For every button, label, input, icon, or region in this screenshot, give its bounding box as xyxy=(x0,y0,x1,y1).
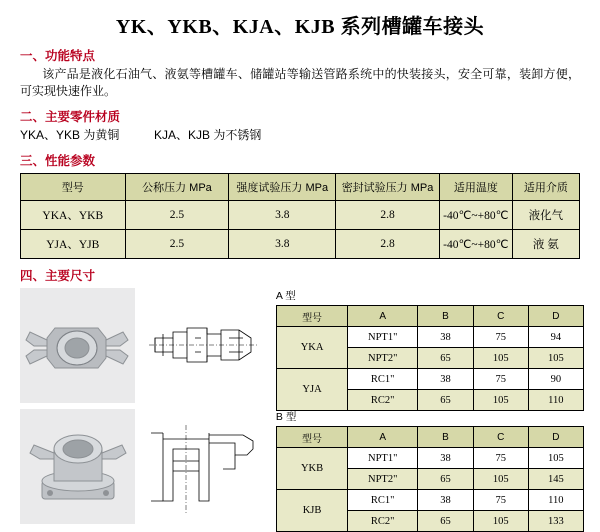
dim-a-r0-model: YKA xyxy=(276,327,347,369)
table-row xyxy=(21,201,580,230)
section-heading-material: 二、主要零件材质 xyxy=(20,110,121,124)
perf-r0-c5: 液化气 xyxy=(512,201,579,230)
perf-r0-c3: 2.8 xyxy=(336,201,440,230)
table-row xyxy=(276,490,583,511)
perf-r0-c1: 2.5 xyxy=(125,201,229,230)
performance-table xyxy=(20,173,580,259)
dim-a-r3-c3: 105 xyxy=(473,390,528,411)
dimension-table-b xyxy=(276,426,584,532)
dim-a-col-2: B xyxy=(418,306,474,327)
section-heading-dimensions: 四、主要尺寸 xyxy=(20,269,96,283)
material-right: KJA、KJB 为不锈钢 xyxy=(154,128,262,142)
dim-b-col-1: A xyxy=(348,427,418,448)
dim-a-col-4: D xyxy=(528,306,583,327)
table-row xyxy=(276,369,583,390)
dim-b-r2-c2: 38 xyxy=(418,490,474,511)
perf-col-4: 适用温度 xyxy=(439,174,512,201)
dim-b-r2-c3: 75 xyxy=(473,490,528,511)
dimension-table-wrap-a xyxy=(276,288,584,411)
perf-r0-c2: 3.8 xyxy=(229,201,336,230)
features-body: 该产品是液化石油气、液氨等槽罐车、储罐站等输送管路系统中的快装接头，安全可靠，装卸方便，可实现快速作业。 xyxy=(20,67,580,98)
dim-a-r1-c3: 105 xyxy=(473,348,528,369)
dim-b-r2-model: KJB xyxy=(276,490,347,532)
perf-r1-c0: YJA、YJB xyxy=(21,230,126,259)
perf-r1-c3: 2.8 xyxy=(336,230,440,259)
dim-b-r3-c2: 65 xyxy=(418,511,474,532)
dim-a-r2-c2: 38 xyxy=(418,369,474,390)
dim-a-r3-c2: 65 xyxy=(418,390,474,411)
perf-r1-c4: -40℃~+80℃ xyxy=(439,230,512,259)
dim-b-r0-c1: NPT1" xyxy=(348,448,418,469)
dim-a-r1-c2: 65 xyxy=(418,348,474,369)
dim-a-r0-c3: 75 xyxy=(473,327,528,348)
perf-r1-c1: 2.5 xyxy=(125,230,229,259)
dim-a-r1-c4: 105 xyxy=(528,348,583,369)
perf-col-1: 公称压力 MPa xyxy=(125,174,229,201)
dim-a-col-1: A xyxy=(348,306,418,327)
perf-r1-c2: 3.8 xyxy=(229,230,336,259)
dim-a-r2-c3: 75 xyxy=(473,369,528,390)
dim-b-col-0: 型号 xyxy=(276,427,347,448)
dim-a-r2-c1: RC1" xyxy=(348,369,418,390)
dim-b-r1-c4: 145 xyxy=(528,469,583,490)
product-photo-a xyxy=(20,288,135,403)
product-photo-b xyxy=(20,409,135,524)
dim-a-r0-c4: 94 xyxy=(528,327,583,348)
table-row xyxy=(276,327,583,348)
dim-a-r3-c4: 110 xyxy=(528,390,583,411)
dim-b-r2-c1: RC1" xyxy=(348,490,418,511)
dim-b-r0-c3: 75 xyxy=(473,448,528,469)
perf-r0-c4: -40℃~+80℃ xyxy=(439,201,512,230)
perf-r0-c0: YKA、YKB xyxy=(21,201,126,230)
page-title: YK、YKB、KJA、KJB 系列槽罐车接头 xyxy=(115,16,485,38)
technical-drawing-b xyxy=(143,409,263,524)
dim-a-r2-model: YJA xyxy=(276,369,347,411)
type-label-a: A 型 xyxy=(275,290,296,302)
material-line xyxy=(20,127,580,144)
perf-col-3: 密封试验压力 MPa xyxy=(336,174,440,201)
dim-b-r0-c2: 38 xyxy=(418,448,474,469)
dim-a-col-0: 型号 xyxy=(276,306,347,327)
dim-b-r1-c3: 105 xyxy=(473,469,528,490)
dim-b-col-3: C xyxy=(473,427,528,448)
dim-b-r0-model: YKB xyxy=(276,448,347,490)
perf-col-0: 型号 xyxy=(21,174,126,201)
perf-col-2: 强度试验压力 MPa xyxy=(229,174,336,201)
technical-drawing-a xyxy=(143,288,263,403)
dim-a-r2-c4: 90 xyxy=(528,369,583,390)
dimension-row-a xyxy=(20,288,600,406)
dim-b-col-4: D xyxy=(528,427,583,448)
table-row xyxy=(276,448,583,469)
dim-b-r3-c3: 105 xyxy=(473,511,528,532)
table-header-row xyxy=(276,306,583,327)
dim-b-r3-c4: 133 xyxy=(528,511,583,532)
table-header-row xyxy=(276,427,583,448)
dimension-table-a xyxy=(276,305,584,411)
dim-b-r1-c2: 65 xyxy=(418,469,474,490)
perf-col-5: 适用介质 xyxy=(512,174,579,201)
dimension-row-b xyxy=(20,409,600,527)
table-header-row xyxy=(21,174,580,201)
section-heading-performance: 三、性能参数 xyxy=(20,154,96,168)
dim-b-r3-c1: RC2" xyxy=(348,511,418,532)
dim-a-col-3: C xyxy=(473,306,528,327)
dim-b-col-2: B xyxy=(418,427,474,448)
perf-r1-c5: 液 氨 xyxy=(512,230,579,259)
features-text xyxy=(20,66,580,100)
dim-a-r3-c1: RC2" xyxy=(348,390,418,411)
type-label-b: B 型 xyxy=(275,411,297,423)
dim-b-r2-c4: 110 xyxy=(528,490,583,511)
section-heading-features: 一、功能特点 xyxy=(20,49,96,63)
dimensions-block xyxy=(0,288,600,527)
dim-a-r1-c1: NPT2" xyxy=(348,348,418,369)
dim-b-r1-c1: NPT2" xyxy=(348,469,418,490)
dim-a-r0-c2: 38 xyxy=(418,327,474,348)
dim-b-r0-c4: 105 xyxy=(528,448,583,469)
dim-a-r0-c1: NPT1" xyxy=(348,327,418,348)
table-row xyxy=(21,230,580,259)
dimension-table-wrap-b xyxy=(276,409,584,532)
material-left: YKA、YKB 为黄铜 xyxy=(20,128,120,142)
